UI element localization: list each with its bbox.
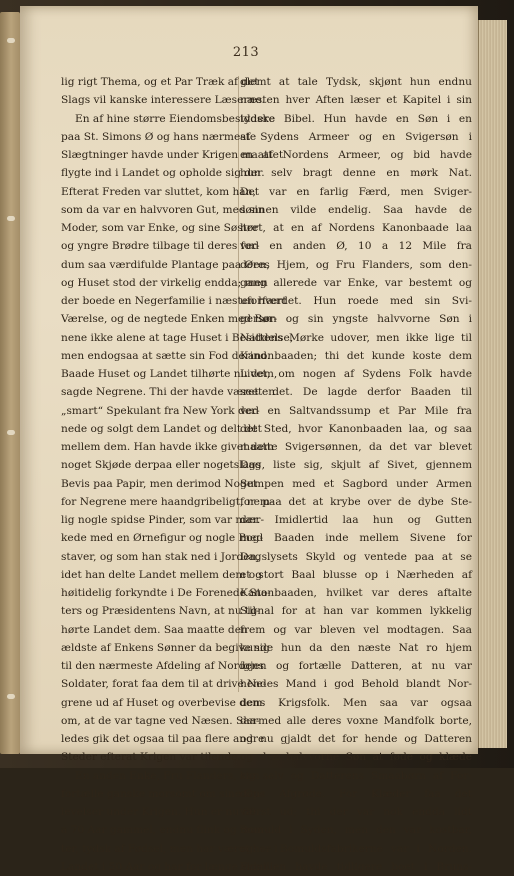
text-line: tydske Bibel. Hun havde en Søn i en [240,112,472,125]
text-line: grene ud af Huset og overbevise dem [61,696,263,709]
text-line: ved en anden Ø, 10 a 12 Mile fra [240,240,472,253]
text-line: staver, og som han stak ned i Jorden, [61,550,260,563]
text-line: der boede en Negerfamilie i næsten hvert [61,295,287,307]
text-line: nene ikke alene at tage Huset i Besiddelse, [61,331,294,344]
text-line: hørte Landet dem. Saa maatte den [61,623,248,636]
text-line: deres Hjem, og Fru Flanders, som den- [240,258,472,271]
text-line: Signal for at han var kommen lykkelig [240,605,472,618]
text-line: Sumpen med et Sagbord under Armen [240,477,472,490]
text-line: som da var en halvvoren Gut, med sin [61,203,265,216]
text-line: Kanonbaaden, hvilket var deres aftalte [240,587,472,599]
text-line: uforfærdet. Hun roede med sin Svi- [240,295,472,307]
text-line: høitidelig forkyndte i De Forenede Sta- [61,587,271,599]
text-line: dermed alle deres voxne Mandfolk borte, [240,714,472,727]
text-line: Moder, som var Enke, og sine Søstre [61,222,259,234]
text-line: med Baaden inde mellem Sivene for [240,532,472,545]
text-line: Soldater, forat faa dem til at drive Ne- [61,678,267,691]
text-line: Familien havde tidligere boet i Bruns- [240,860,472,873]
text-line: ledes gik det ogsaa til paa flere andre [61,733,265,745]
text-line: og yngre Brødre tilbage til deres for- [61,240,260,253]
text-line: ved en Saltvandssump et Par Mile fra [240,404,472,417]
text-line: ældste af Enkens Sønner da begive sig [61,641,270,654]
text-line: en af Nordens Armeer, og bid havde [240,149,472,161]
text-line: nede og solgt dem Landet og delt det [61,422,262,435]
text-line: dum saa værdifulde Plantage paa Øen, [61,258,270,271]
page-number: 213 [232,45,260,60]
text-line: Slægtninger havde under Krigen maattet [61,149,284,161]
text-line: sønnen vilde endelig. Saa havde de [240,203,472,216]
binding-thread-mark [7,216,15,221]
text-line: Dagslysets Skyld og ventede paa at se [240,550,472,563]
text-line: dens Krigsfolk. Men saa var ogsaa [240,696,472,709]
text-line: sagde Negrene. Thi der havde været en [61,386,276,399]
text-line: En anden Enke, Fru Flanders, kan [75,769,260,782]
text-line: glemt at tale Tydsk, skjønt hun endnu [240,76,472,88]
text-line: Bevis paa Papir, men derimod Noget [61,477,258,490]
text-line: og Huset stod der virkelig endda; men [61,276,268,289]
text-line: seet det. De lagde derfor Baaden til [240,386,472,399]
text-line: det Sted, hvor Kanonbaaden laa, og saa [240,422,472,435]
text-line: gersøn og sin yngste halvvorne Søn i [240,313,472,326]
text-line: Landet i 50 Aar og har for længe siden [61,860,270,873]
text-line: paa St. Simons Ø og hans nærmeste [61,130,257,143]
text-line: dens Afgrøde. For Klæder faa det [240,787,472,800]
text-line: næsten hver Aften læser et Kapitel i sin [240,94,472,107]
text-line: „smart“ Spekulant fra New York der- [61,404,260,417]
text-line: for paa det at krybe over de dybe Ste- [240,495,472,508]
text-line: hørt, at en af Nordens Kanonbaade laa [240,222,472,234]
text-line: idet han delte Landet mellem dem og [61,568,262,581]
text-line: af Sydens Armeer og en Svigersøn i [240,130,472,143]
text-line: Efterat Freden var sluttet, kom han, [61,185,256,198]
text-line: Baade Huset og Landet tilhørte nu dem, [61,368,278,380]
left-page-edge [0,12,20,754]
text-line: kede med en Ørnefigur og nogle Bog- [61,532,264,545]
text-line: og — Bomuldsfabrikerne var i Norden. [240,842,472,855]
text-line: og den halvvorne Søn at føde og klæde [240,751,472,764]
text-line: Det var en farlig Færd, men Sviger- [240,185,472,198]
text-line: et stort Baal blusse op i Nærheden af [240,568,472,581]
text-line: sig selv og Datterens Smaabørn af For- [240,769,472,782]
text-line: ters og Præsidentens Navn, at nu til- [61,605,260,618]
text-line: Livet, om nogen af Sydens Folk havde [240,368,472,380]
text-line: kunde hun da den næste Nat ro hjem [240,641,472,654]
binding-thread-mark [7,38,15,43]
text-line: Nattens Mørke udover, men ikke lige til [240,331,472,344]
binding-thread-mark [7,694,15,699]
text-line: gang allerede var Enke, var bestemt og [240,276,472,289]
text-line: frem og var bleven vel modtagen. Saa [240,623,472,636]
text-line: flygte ind i Landet og opholde sig der. [61,167,265,180]
text-line: mellem dem. Han havde ikke givet dem [61,441,274,453]
binding-thread-mark [7,430,15,435]
text-line: Dag, liste sig, skjult af Sivet, gjennem [240,459,472,472]
text-line: Bomuld i Syden, men den var kostbar, [240,824,472,837]
text-line: hun selv bragt denne en mørk Nat. [240,167,472,180]
text-line: fortælle ganske morsomt om sine Op- [61,787,264,800]
text-line: lig rigt Thema, og et Par Træk af det [61,76,259,88]
text-line: og nu gjaldt det for hende og Datteren [240,733,472,745]
right-column [240,73,472,876]
page-fore-edge [478,20,507,748]
text-line: om, at de var tagne ved Næsen. Saa- [61,714,260,727]
text-line: Steder efterat Krigen var tilende. [61,751,241,764]
left-column [61,73,294,876]
text-line: maatte Svigersønnen, da det var blevet [240,441,472,453]
text-line: ter, tydsk af Fødsel, men har været her i [61,842,278,855]
text-line: men endogsaa at sætte sin Fod derind. [61,349,271,362]
text-line: a 70 Aar gammel, endnu flink og mun- [61,824,268,837]
text-line: lig nogle spidse Pinder, som var mær- [61,514,265,526]
text-line: igjen og fortælle Datteren, at nu var [240,660,472,672]
text-line: til den nærmeste Afdeling af Nordens [61,660,264,672]
text-line: En af hine større Eiendomsbesiddere [75,112,275,125]
text-line: Værelse, og de negtede Enken med Bør- [61,313,278,326]
text-line: hendes Mand i god Behold blandt Nor- [240,678,472,691]
text-line: værst ud; thi der var nok endda lidt [240,806,472,818]
text-line: for Negrene mere haandgribeligt, nem- [61,495,274,508]
text-line: levelser under Krigen. Hun er nu 60 [61,806,256,818]
text-line: der. Imidlertid laa hun og Gutten [240,514,472,526]
text-line: Kanonbaaden; thi det kunde koste dem [240,349,472,362]
text-line: noget Skjøde derpaa eller nogetslags [61,459,262,472]
text-line: Slags vil kanske interessere Læserne. [61,94,265,107]
